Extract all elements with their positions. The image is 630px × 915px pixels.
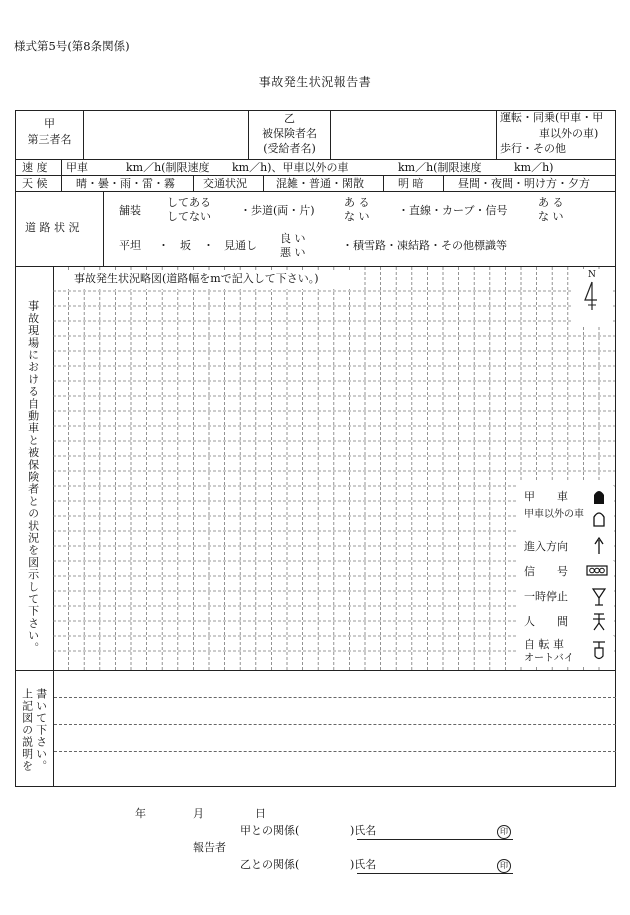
visibility-label: 見通し — [224, 239, 257, 252]
traffic-options: 混雑・普通・閑散 — [276, 177, 364, 190]
time-options: 昼間・夜間・明け方・夕方 — [458, 177, 590, 190]
road-surface-label: ・積雪路・凍結路・その他標識等 — [342, 239, 507, 252]
north-label: N — [588, 270, 596, 280]
filled-car-icon — [590, 486, 608, 506]
driving-option-1: 運転・同乗(甲車・甲 — [500, 111, 604, 124]
speed-unit-4: km／h) — [514, 161, 554, 174]
otsu-label: 乙 — [284, 112, 295, 125]
paved-yes: してある — [167, 196, 211, 209]
speed-kou-car: 甲車 — [66, 161, 88, 174]
speed-unit-2: km／h)、甲車以外の車 — [232, 161, 349, 174]
relation-kou-field[interactable] — [305, 825, 349, 839]
flat-label: 平坦 — [119, 239, 141, 252]
speed-unit-1: km／h(制限速度 — [126, 161, 210, 174]
sketch-caption: 事故発生状況略図(道路幅をmで記入して下さい。) — [74, 272, 319, 285]
outline-car-icon — [590, 508, 608, 528]
speed-unit-3: km／h(制限速度 — [398, 161, 482, 174]
driving-option-2: 車以外の車) — [539, 127, 599, 140]
weather-options: 晴・曇・雨・雷・霧 — [76, 177, 175, 190]
form-number: 様式第5号(第8条関係) — [14, 39, 130, 53]
reporter-label: 報告者 — [193, 841, 226, 854]
legend-item-stop — [524, 586, 614, 608]
road-separator-2: ・ — [203, 239, 214, 252]
insured-name-label: 被保険者名 — [262, 127, 317, 140]
driving-option-3: 歩行・その他 — [500, 142, 566, 155]
sketch-side-label: 事故現場における自動車と被保険者との状況を図示して下さい。 — [26, 300, 40, 654]
weather-label: 天 候 — [22, 177, 48, 190]
relation-kou-label: 甲との関係( — [240, 824, 300, 837]
bicycle-icon — [590, 638, 608, 660]
seal-icon: 印 — [497, 859, 511, 873]
visibility-bad: 悪 い — [280, 246, 306, 259]
legend-item-person — [524, 611, 614, 633]
legend-label: 自 転 車 — [524, 638, 564, 651]
seal-otsu — [497, 859, 511, 873]
relation-otsu-field[interactable] — [305, 859, 349, 873]
legend-label: 甲車以外の車 — [524, 509, 584, 520]
speed-label: 速 度 — [22, 161, 48, 174]
date-month: 月 — [193, 807, 204, 820]
name-otsu-field[interactable] — [390, 859, 495, 873]
road-separator-1: ・ — [158, 239, 169, 252]
road-label: 道 路 状 況 — [25, 221, 80, 234]
legend-item-kou-car — [524, 486, 614, 508]
name-otsu-underline — [357, 873, 513, 874]
insured-name-field[interactable] — [331, 111, 495, 159]
light-label: 明 暗 — [398, 177, 424, 190]
road-shape-label: ・直線・カーブ・信号 — [398, 204, 508, 217]
name-otsu-label: )氏名 — [350, 858, 377, 871]
beneficiary-name-label: (受給者名) — [263, 142, 316, 155]
north-arrow-icon — [582, 281, 600, 311]
legend-item-signal — [524, 561, 614, 583]
seal-kou — [497, 825, 511, 839]
legend-item-direction — [524, 536, 614, 558]
stop-sign-icon — [590, 586, 608, 606]
traffic-signal-icon — [586, 561, 608, 581]
page-title: 事故発生状況報告書 — [258, 75, 372, 89]
legend-label: 一時停止 — [524, 590, 568, 603]
slope-label: 坂 — [180, 239, 191, 252]
name-kou-underline — [357, 839, 513, 840]
signal-none: な い — [538, 210, 564, 223]
sidewalk-none: な い — [344, 210, 370, 223]
paving-label: 舗装 — [119, 204, 141, 217]
name-kou-label: )氏名 — [350, 824, 377, 837]
explanation-label-right: 書いて下さい。 — [34, 688, 48, 772]
date-year: 年 — [135, 807, 146, 820]
legend-label: 甲 車 — [524, 490, 568, 503]
relation-otsu-label: 乙との関係( — [240, 858, 300, 871]
date-day: 日 — [255, 807, 266, 820]
sidewalk-exists: あ る — [344, 196, 370, 209]
name-kou-field[interactable] — [390, 825, 495, 839]
legend-item-other-car — [524, 508, 614, 532]
signal-exists: あ る — [538, 196, 564, 209]
legend-label: 信 号 — [524, 565, 568, 578]
kou-label: 甲 — [44, 117, 55, 130]
seal-icon: 印 — [497, 825, 511, 839]
traffic-label: 交通状況 — [203, 177, 247, 190]
legend-label: 人 間 — [524, 615, 568, 628]
paved-no: してない — [167, 210, 211, 223]
third-party-name-field[interactable] — [84, 111, 247, 159]
legend-item-bicycle — [524, 636, 614, 666]
person-icon — [590, 611, 608, 631]
sidewalk-label: ・歩道(両・片) — [240, 204, 315, 217]
arrow-up-icon — [590, 536, 608, 556]
legend-label: 進入方向 — [524, 540, 568, 553]
explanation-area[interactable] — [54, 671, 615, 786]
sketch-grid[interactable] — [53, 267, 615, 670]
explanation-label-left: 上記図の説明を — [20, 688, 34, 772]
legend-label-motorcycle: オートバイ — [524, 653, 574, 664]
third-party-label: 第三者名 — [27, 133, 72, 146]
visibility-good: 良 い — [280, 232, 306, 245]
